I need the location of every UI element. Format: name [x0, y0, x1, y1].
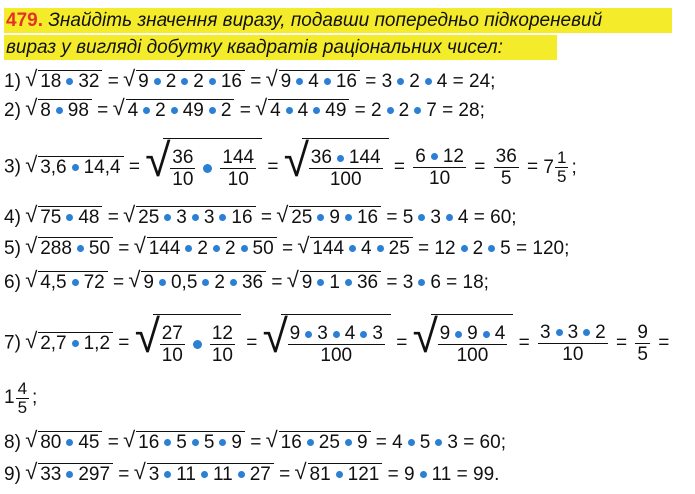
math-term: 9 — [301, 272, 313, 293]
math-term: 100 — [320, 345, 353, 367]
math-term: 9 — [439, 323, 451, 345]
math-term: 7 — [543, 156, 554, 178]
math-term: 288 — [40, 238, 72, 259]
math-term: 6 — [415, 146, 426, 167]
task-header-line-2 — [6, 35, 503, 60]
math-term: 4 — [392, 432, 403, 453]
math-term: 9 — [329, 207, 340, 228]
multiply-dot-icon — [193, 340, 202, 349]
square-root — [279, 70, 360, 93]
math-term: 100 — [329, 169, 362, 191]
math-term: 2,7 — [40, 332, 67, 354]
math-term: 25 — [388, 238, 410, 259]
multiply-dot-icon — [583, 329, 590, 336]
multiply-dot-icon — [435, 439, 442, 446]
multiply-dot-icon — [305, 331, 312, 338]
square-root — [134, 310, 241, 373]
multiply-dot-icon — [192, 439, 199, 446]
math-term: 4 — [344, 323, 356, 345]
math-term: 1 — [329, 272, 340, 293]
fraction — [210, 323, 235, 366]
multiply-dot-icon — [360, 331, 367, 338]
math-term: 9 — [138, 71, 149, 92]
multiply-dot-icon — [143, 107, 150, 114]
item-label: 4) — [4, 207, 21, 228]
math-term: 25 — [318, 432, 340, 453]
fraction — [538, 322, 608, 365]
math-term: 4 — [457, 207, 469, 228]
multiply-dot-icon — [420, 471, 427, 478]
multiply-dot-icon — [397, 78, 404, 85]
math-term: 16 — [220, 71, 242, 92]
multiply-dot-icon — [201, 471, 208, 478]
multiply-dot-icon — [317, 214, 324, 221]
math-term: 36 — [241, 272, 264, 293]
item-e2: 2) √ 8 98 = √ 4 2 49 2 = √ 4 4 49 = 2 2 7 = 28; — [4, 99, 485, 123]
item-e7: 7) √ 2,7 1,2 = √ $\frac{27}{10}$ $\frac{12}{10}$ = √ $\frac{9 3 4 3}{100}$ = √ $\frac{9 9 4}{100}$ = $\frac{3 3 2}{10}$ = $\frac{9}{5}$ = — [4, 314, 669, 373]
math-term: 4,5 — [40, 272, 67, 293]
math-term: 50 — [252, 238, 274, 259]
multiply-dot-icon — [336, 471, 343, 478]
math-term: 9 — [404, 464, 415, 485]
multiply-dot-icon — [461, 245, 468, 252]
item-e6: 6) √ 4,5 72 = √ 9 0,5 2 36 = √ 9 1 36 = 3 6 = 18; — [4, 271, 489, 295]
math-term: ; — [32, 387, 38, 408]
multiply-dot-icon — [66, 439, 73, 446]
multiply-dot-icon — [72, 340, 79, 347]
math-term: 4 — [127, 100, 139, 121]
item-e7-continuation — [4, 376, 37, 420]
math-term: 144 — [348, 147, 381, 169]
math-term: 2 — [595, 322, 606, 343]
math-term: 5 — [176, 432, 187, 453]
math-term: 2 — [165, 71, 177, 92]
math-term: 5 — [637, 344, 648, 365]
math-term: 11 — [213, 464, 233, 485]
multiply-dot-icon — [154, 78, 161, 85]
fraction — [16, 380, 29, 417]
radical-sign-icon: √ — [283, 134, 309, 186]
math-term: 98 — [67, 100, 89, 121]
math-term: = 60; — [473, 207, 517, 228]
multiply-dot-icon — [387, 107, 394, 114]
radical-sign-icon: √ — [145, 134, 171, 186]
math-term: 5 — [419, 432, 431, 453]
math-term: 10 — [429, 168, 451, 189]
math-term: 45 — [78, 432, 100, 453]
multiply-dot-icon — [56, 107, 63, 114]
multiply-dot-icon — [203, 164, 212, 173]
square-root — [141, 271, 266, 294]
math-term: 3 — [567, 322, 579, 343]
multiply-dot-icon — [345, 439, 352, 446]
square-root — [308, 463, 383, 486]
mixed-number — [543, 140, 576, 196]
math-term: 3 — [176, 207, 187, 228]
radical-sign-icon: √ — [412, 310, 438, 362]
square-root — [38, 99, 92, 122]
math-term: 25 — [291, 207, 313, 228]
fraction — [438, 323, 508, 366]
math-term: 2 — [214, 272, 225, 293]
math-term: 12 — [442, 146, 464, 167]
math-term: 0,5 — [170, 272, 198, 293]
multiply-dot-icon — [77, 245, 84, 252]
math-term: 4 — [361, 238, 372, 259]
math-term: 9 — [356, 432, 368, 453]
square-root — [38, 156, 123, 179]
math-term: 5 — [203, 432, 215, 453]
item-e8: 8) √ 80 45 = √ 16 5 5 9 = √ 16 25 9 = 4 5 3 = 60; — [4, 431, 506, 455]
math-term: 9 — [637, 322, 648, 343]
math-term: 2 — [224, 238, 236, 259]
math-term: 11 — [176, 464, 196, 485]
math-term: = 99. — [456, 464, 500, 485]
multiply-dot-icon — [213, 245, 220, 252]
math-term: = 120; — [516, 238, 570, 259]
math-term: 8 — [40, 100, 51, 121]
multiply-dot-icon — [209, 107, 216, 114]
fraction — [220, 147, 256, 190]
multiply-dot-icon — [202, 279, 209, 286]
multiply-dot-icon — [72, 164, 79, 171]
item-label: 7) — [4, 332, 21, 354]
math-term: 16 — [231, 207, 253, 228]
multiply-dot-icon — [219, 439, 226, 446]
math-term: 27 — [249, 464, 271, 485]
multiply-dot-icon — [185, 245, 192, 252]
math-term: 9 — [231, 432, 242, 453]
math-term: 144 — [148, 238, 181, 259]
math-term: 10 — [172, 169, 194, 191]
multiply-dot-icon — [337, 155, 344, 162]
item-label: 6) — [4, 272, 21, 293]
math-term: 3 — [203, 207, 215, 228]
multiply-dot-icon — [164, 214, 171, 221]
square-root — [136, 431, 245, 454]
math-term: 1 — [4, 387, 15, 408]
math-term: 3 — [539, 322, 551, 343]
multiply-dot-icon — [238, 471, 245, 478]
task-header-line-1 — [6, 8, 602, 33]
multiply-dot-icon — [209, 78, 216, 85]
math-term: 11 — [431, 464, 452, 485]
task-number: 479. — [6, 10, 43, 31]
multiply-dot-icon — [296, 78, 303, 85]
math-term: 2 — [472, 238, 484, 259]
math-term: = 18; — [446, 272, 489, 293]
multiply-dot-icon — [181, 78, 188, 85]
multiply-dot-icon — [317, 279, 324, 286]
math-term: 7 — [426, 100, 437, 121]
multiply-dot-icon — [324, 78, 331, 85]
multiply-dot-icon — [66, 214, 73, 221]
math-term: 9 — [467, 323, 478, 345]
math-term: = 60; — [463, 432, 506, 453]
math-term: 2 — [220, 100, 232, 121]
fraction — [160, 323, 185, 366]
square-root — [300, 271, 381, 294]
fraction-numerator — [288, 323, 385, 345]
item-e3: 3) √ 3,6 14,4 = √ $\frac{36}{10}$ $\frac{144}{10}$ = √ $\frac{36 144}{100}$ = $\frac{6 12}{10}$ = $\frac{36}{5}$ = 7 1 5 ; — [4, 138, 577, 197]
math-term: 25 — [138, 207, 160, 228]
multiply-dot-icon — [171, 107, 178, 114]
math-term: 2 — [371, 100, 382, 121]
multiply-dot-icon — [230, 279, 237, 286]
fraction-numerator — [309, 147, 383, 169]
math-term: 14,4 — [83, 156, 121, 178]
square-root — [145, 134, 262, 197]
math-term: 80 — [40, 432, 62, 453]
math-term: 9 — [289, 323, 301, 345]
math-term: 10 — [227, 169, 249, 191]
math-term: 16 — [138, 432, 160, 453]
fraction — [555, 149, 568, 186]
square-root — [279, 431, 371, 454]
multiply-dot-icon — [66, 78, 73, 85]
fraction — [288, 323, 385, 366]
math-term: 36 — [310, 147, 332, 169]
math-term: 1,2 — [83, 332, 111, 354]
math-term: 3 — [148, 464, 160, 485]
item-e5: 5) √ 288 50 = √ 144 2 2 50 = √ 144 4 25 = 12 2 5 = 120; — [4, 237, 569, 261]
math-term: 1 — [557, 148, 567, 168]
math-term: 32 — [78, 71, 100, 92]
multiply-dot-icon — [241, 245, 248, 252]
math-term: 100 — [456, 345, 489, 367]
math-term: 4 — [308, 71, 319, 92]
math-term: = 28; — [442, 100, 485, 121]
multiply-dot-icon — [72, 279, 79, 286]
math-term: 3 — [447, 432, 458, 453]
multiply-dot-icon — [455, 331, 462, 338]
math-term: 5 — [17, 397, 28, 417]
math-term: 12 — [211, 323, 233, 345]
math-term: 5 — [500, 168, 512, 189]
multiply-dot-icon — [345, 279, 352, 286]
multiply-dot-icon — [418, 279, 425, 286]
radical-sign-icon: √ — [262, 310, 288, 362]
multiply-dot-icon — [164, 471, 171, 478]
square-root — [38, 237, 113, 260]
mixed-number — [4, 376, 37, 420]
multiply-dot-icon — [418, 214, 425, 221]
math-term: 3 — [317, 323, 328, 345]
fraction-numerator — [413, 146, 466, 168]
multiply-dot-icon — [488, 245, 495, 252]
multiply-dot-icon — [377, 245, 384, 252]
math-term: = 24; — [452, 71, 496, 92]
square-root — [126, 99, 235, 122]
item-label: 9) — [4, 464, 21, 485]
multiply-dot-icon — [164, 439, 171, 446]
square-root — [310, 237, 412, 260]
multiply-dot-icon — [425, 78, 432, 85]
multiply-dot-icon — [408, 439, 415, 446]
multiply-dot-icon — [219, 214, 226, 221]
radical-sign-icon: √ — [134, 310, 160, 362]
math-term: 5 — [500, 238, 511, 259]
square-root — [38, 271, 108, 294]
math-term: 50 — [88, 238, 111, 259]
square-root — [38, 431, 102, 454]
math-term: 4 — [17, 378, 28, 398]
fraction — [635, 322, 650, 365]
multiply-dot-icon — [286, 107, 293, 114]
square-root — [268, 99, 349, 122]
square-root — [136, 70, 245, 93]
math-term: 3 — [372, 323, 383, 345]
square-root — [283, 134, 389, 197]
multiply-dot-icon — [414, 107, 421, 114]
multiply-dot-icon — [159, 279, 166, 286]
math-term: 2 — [197, 238, 208, 259]
multiply-dot-icon — [333, 331, 340, 338]
task-text-2: вираз у вигляді добутку квадратів раціональних чисел: — [6, 37, 503, 58]
math-term: 3 — [430, 207, 441, 228]
square-root — [38, 463, 113, 486]
square-root — [38, 70, 102, 93]
item-label: 3) — [4, 156, 21, 178]
math-term: 4 — [297, 100, 309, 121]
math-term: 297 — [78, 464, 111, 485]
math-term: 16 — [356, 207, 379, 228]
fraction — [309, 147, 383, 190]
math-term: 4 — [270, 100, 281, 121]
fraction — [170, 147, 195, 190]
math-term: 6 — [430, 272, 441, 293]
square-root — [147, 463, 274, 486]
math-term: 27 — [161, 323, 183, 345]
math-term: 18 — [40, 71, 62, 92]
math-term: ; — [571, 156, 577, 178]
math-term: 36 — [495, 146, 517, 167]
item-label: 8) — [4, 432, 21, 453]
multiply-dot-icon — [556, 329, 563, 336]
math-term: 9 — [280, 71, 292, 92]
math-term: 10 — [211, 345, 233, 367]
math-term: 36 — [356, 272, 379, 293]
task-text-1: Знайдіть значення виразу, подавши попередньо підкореневий — [42, 10, 603, 31]
math-term: 49 — [182, 100, 204, 121]
math-term: 81 — [309, 464, 331, 485]
multiply-dot-icon — [66, 471, 73, 478]
math-term: 3 — [381, 71, 393, 92]
fraction-numerator — [438, 323, 508, 345]
square-root — [412, 310, 514, 373]
math-term: 4 — [436, 71, 448, 92]
math-term: 33 — [40, 464, 62, 485]
math-term: 10 — [161, 345, 183, 367]
math-term: 9 — [143, 272, 154, 293]
square-root — [289, 206, 381, 229]
math-term: 2 — [155, 100, 166, 121]
square-root — [147, 237, 277, 260]
math-term: 121 — [347, 464, 380, 485]
item-label: 5) — [4, 238, 21, 259]
item-e1: 1) √ 18 32 = √ 9 2 2 16 = √ 9 4 16 = 3 2 4 = 24; — [4, 70, 495, 94]
math-term: 12 — [434, 238, 456, 259]
math-term: 144 — [222, 147, 255, 169]
square-root — [38, 206, 102, 229]
math-term: 2 — [398, 100, 410, 121]
math-term: 49 — [325, 100, 347, 121]
math-term: 2 — [193, 71, 204, 92]
math-term: 144 — [312, 238, 345, 259]
fraction — [494, 146, 519, 189]
math-term: 36 — [172, 147, 194, 169]
math-term: 2 — [409, 71, 420, 92]
multiply-dot-icon — [307, 439, 314, 446]
multiply-dot-icon — [483, 331, 490, 338]
math-term: 75 — [40, 207, 62, 228]
math-term: 3 — [402, 272, 414, 293]
square-root — [262, 310, 391, 373]
fraction — [413, 146, 466, 189]
multiply-dot-icon — [446, 214, 453, 221]
math-term: 4 — [494, 323, 506, 345]
item-label: 2) — [4, 100, 21, 121]
item-label: 1) — [4, 71, 21, 92]
square-root — [38, 332, 113, 355]
square-root — [136, 206, 255, 229]
item-e9: 9) √ 33 297 = √ 3 11 11 27 = √ 81 121 = 9 11 = 99. — [4, 463, 499, 487]
multiply-dot-icon — [313, 107, 320, 114]
math-term: 3,6 — [40, 156, 67, 178]
multiply-dot-icon — [345, 214, 352, 221]
multiply-dot-icon — [192, 214, 199, 221]
math-term: 5 — [402, 207, 414, 228]
multiply-dot-icon — [431, 153, 438, 160]
item-e4: 4) √ 75 48 = √ 25 3 3 16 = √ 25 9 16 = 5 3 4 = 60; — [4, 206, 517, 230]
math-term: 72 — [83, 272, 105, 293]
math-term: 16 — [335, 71, 357, 92]
math-term: 48 — [78, 207, 100, 228]
math-term: 16 — [280, 432, 302, 453]
fraction-numerator — [538, 322, 608, 344]
multiply-dot-icon — [349, 245, 356, 252]
math-term: 10 — [562, 344, 584, 365]
math-term: 5 — [557, 167, 567, 187]
